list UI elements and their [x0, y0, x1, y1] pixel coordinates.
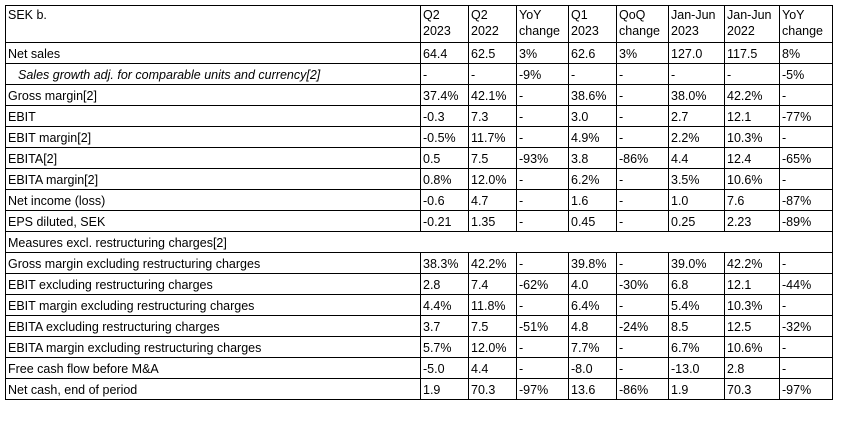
table-row	[6, 169, 833, 190]
table-cell: 7.3	[469, 106, 517, 127]
table-row	[6, 379, 833, 400]
table-cell: 39.8%	[569, 253, 617, 274]
table-cell: -	[780, 127, 833, 148]
table-cell: 127.0	[669, 43, 725, 64]
table-cell: -	[517, 169, 569, 190]
table-cell: 4.7	[469, 190, 517, 211]
table-header-row	[6, 6, 833, 43]
table-cell: -	[617, 211, 669, 232]
table-cell: 10.6%	[725, 337, 780, 358]
table-cell: -89%	[780, 211, 833, 232]
table-cell: 1.0	[669, 190, 725, 211]
table-cell: 7.6	[725, 190, 780, 211]
table-cell: -5.0	[421, 358, 469, 379]
table-cell: -	[517, 358, 569, 379]
table-row	[6, 85, 833, 106]
table-cell: 8%	[780, 43, 833, 64]
table-cell: -	[617, 85, 669, 106]
row-label: Free cash flow before M&A	[6, 358, 421, 379]
table-cell: -62%	[517, 274, 569, 295]
table-cell: 12.0%	[469, 337, 517, 358]
row-label: EBITA margin[2]	[6, 169, 421, 190]
table-cell: 3%	[517, 43, 569, 64]
table-cell: -	[617, 295, 669, 316]
table-cell: 0.8%	[421, 169, 469, 190]
row-label: Gross margin[2]	[6, 85, 421, 106]
table-row	[6, 106, 833, 127]
table-cell: 38.0%	[669, 85, 725, 106]
table-cell: -	[517, 106, 569, 127]
table-cell: 64.4	[421, 43, 469, 64]
table-row	[6, 274, 833, 295]
row-label: EBITA margin excluding restructuring charges	[6, 337, 421, 358]
table-cell: -	[780, 253, 833, 274]
column-header: Q2 2023	[421, 6, 469, 43]
table-row	[6, 64, 833, 85]
table-cell: 3%	[617, 43, 669, 64]
table-row	[6, 43, 833, 64]
table-cell: 1.6	[569, 190, 617, 211]
table-cell: 12.5	[725, 316, 780, 337]
table-cell: -93%	[517, 148, 569, 169]
table-cell: 3.0	[569, 106, 617, 127]
row-label: Measures excl. restructuring charges[2]	[6, 232, 833, 253]
table-cell: -	[669, 64, 725, 85]
table-cell: -87%	[780, 190, 833, 211]
table-cell: 42.2%	[725, 253, 780, 274]
column-header: QoQ change	[617, 6, 669, 43]
table-cell: -	[780, 295, 833, 316]
table-cell: 12.1	[725, 106, 780, 127]
table-cell: -	[517, 253, 569, 274]
table-cell: 3.8	[569, 148, 617, 169]
table-cell: -	[517, 295, 569, 316]
table-cell: 4.9%	[569, 127, 617, 148]
row-label: EBIT excluding restructuring charges	[6, 274, 421, 295]
table-cell: 42.2%	[469, 253, 517, 274]
table-cell: -	[780, 358, 833, 379]
table-cell: 0.25	[669, 211, 725, 232]
financial-summary-table	[5, 5, 833, 400]
table-cell: -44%	[780, 274, 833, 295]
table-cell: -	[617, 127, 669, 148]
table-row	[6, 295, 833, 316]
table-cell: -8.0	[569, 358, 617, 379]
table-cell: -	[617, 253, 669, 274]
table-cell: -5%	[780, 64, 833, 85]
table-cell: -	[725, 64, 780, 85]
table-row	[6, 211, 833, 232]
table-cell: 6.7%	[669, 337, 725, 358]
table-cell: -	[617, 190, 669, 211]
table-row	[6, 316, 833, 337]
table-cell: 5.7%	[421, 337, 469, 358]
table-cell: -97%	[780, 379, 833, 400]
table-row	[6, 337, 833, 358]
table-cell: -	[517, 85, 569, 106]
table-cell: 4.4	[669, 148, 725, 169]
row-label: Net cash, end of period	[6, 379, 421, 400]
row-label: EBITA[2]	[6, 148, 421, 169]
table-cell: 3.7	[421, 316, 469, 337]
table-cell: 11.7%	[469, 127, 517, 148]
table-cell: 12.0%	[469, 169, 517, 190]
table-cell: 7.5	[469, 316, 517, 337]
column-header: Jan-Jun 2023	[669, 6, 725, 43]
table-cell: -65%	[780, 148, 833, 169]
table-row	[6, 253, 833, 274]
column-header: Q2 2022	[469, 6, 517, 43]
row-label: EBITA excluding restructuring charges	[6, 316, 421, 337]
table-cell: -	[780, 169, 833, 190]
table-cell: 1.35	[469, 211, 517, 232]
row-label: Net sales	[6, 43, 421, 64]
table-cell: -	[617, 358, 669, 379]
table-cell: 10.3%	[725, 127, 780, 148]
table-cell: 6.8	[669, 274, 725, 295]
column-header: Q1 2023	[569, 6, 617, 43]
table-cell: -77%	[780, 106, 833, 127]
table-cell: -	[517, 337, 569, 358]
table-cell: -	[617, 337, 669, 358]
table-cell: -	[517, 190, 569, 211]
table-row	[6, 358, 833, 379]
table-cell: 0.5	[421, 148, 469, 169]
table-cell: 4.4%	[421, 295, 469, 316]
table-cell: 12.1	[725, 274, 780, 295]
table-row	[6, 127, 833, 148]
table-cell: 4.0	[569, 274, 617, 295]
table-cell: 70.3	[725, 379, 780, 400]
table-cell: 5.4%	[669, 295, 725, 316]
table-cell: -	[617, 64, 669, 85]
table-cell: 2.23	[725, 211, 780, 232]
table-cell: 70.3	[469, 379, 517, 400]
table-cell: -86%	[617, 148, 669, 169]
table-cell: 1.9	[669, 379, 725, 400]
table-cell: 7.7%	[569, 337, 617, 358]
row-label: EBIT margin[2]	[6, 127, 421, 148]
table-cell: 3.5%	[669, 169, 725, 190]
table-cell: -30%	[617, 274, 669, 295]
table-cell: 8.5	[669, 316, 725, 337]
table-cell: 2.7	[669, 106, 725, 127]
table-cell: -	[617, 169, 669, 190]
column-header: YoY change	[780, 6, 833, 43]
table-cell: -	[469, 64, 517, 85]
table-cell: 7.4	[469, 274, 517, 295]
table-cell: -	[569, 64, 617, 85]
section-header-row	[6, 232, 833, 253]
row-label: EBIT	[6, 106, 421, 127]
table-cell: 62.5	[469, 43, 517, 64]
table-cell: 13.6	[569, 379, 617, 400]
table-cell: -51%	[517, 316, 569, 337]
table-cell: 7.5	[469, 148, 517, 169]
table-cell: -	[421, 64, 469, 85]
table-cell: 117.5	[725, 43, 780, 64]
table-cell: 11.8%	[469, 295, 517, 316]
table-cell: 0.45	[569, 211, 617, 232]
table-cell: -	[780, 337, 833, 358]
table-cell: 6.2%	[569, 169, 617, 190]
table-cell: 4.8	[569, 316, 617, 337]
table-cell: 12.4	[725, 148, 780, 169]
table-cell: -0.21	[421, 211, 469, 232]
table-cell: -86%	[617, 379, 669, 400]
table-cell: -	[780, 85, 833, 106]
table-cell: -0.5%	[421, 127, 469, 148]
table-cell: -24%	[617, 316, 669, 337]
row-label: EBIT margin excluding restructuring charges	[6, 295, 421, 316]
table-cell: 2.8	[725, 358, 780, 379]
corner-label: SEK b.	[6, 6, 421, 43]
table-cell: 1.9	[421, 379, 469, 400]
table-cell: 2.8	[421, 274, 469, 295]
table-row	[6, 148, 833, 169]
row-label: Net income (loss)	[6, 190, 421, 211]
table-cell: 39.0%	[669, 253, 725, 274]
table-cell: -	[517, 127, 569, 148]
table-cell: -32%	[780, 316, 833, 337]
table-cell: 38.3%	[421, 253, 469, 274]
table-cell: 37.4%	[421, 85, 469, 106]
table-cell: -0.6	[421, 190, 469, 211]
column-header: YoY change	[517, 6, 569, 43]
row-label: Sales growth adj. for comparable units and currency[2]	[6, 64, 421, 85]
table-cell: -9%	[517, 64, 569, 85]
table-cell: 38.6%	[569, 85, 617, 106]
table-cell: 10.6%	[725, 169, 780, 190]
table-cell: -	[617, 106, 669, 127]
table-cell: -	[517, 211, 569, 232]
row-label: Gross margin excluding restructuring charges	[6, 253, 421, 274]
table-cell: 10.3%	[725, 295, 780, 316]
table-cell: 42.1%	[469, 85, 517, 106]
table-row	[6, 190, 833, 211]
table-cell: 4.4	[469, 358, 517, 379]
table-cell: 42.2%	[725, 85, 780, 106]
table-body	[6, 6, 833, 400]
table-cell: -13.0	[669, 358, 725, 379]
table-cell: 2.2%	[669, 127, 725, 148]
table-cell: -0.3	[421, 106, 469, 127]
column-header: Jan-Jun 2022	[725, 6, 780, 43]
table-cell: 62.6	[569, 43, 617, 64]
table-cell: -97%	[517, 379, 569, 400]
row-label: EPS diluted, SEK	[6, 211, 421, 232]
table-cell: 6.4%	[569, 295, 617, 316]
